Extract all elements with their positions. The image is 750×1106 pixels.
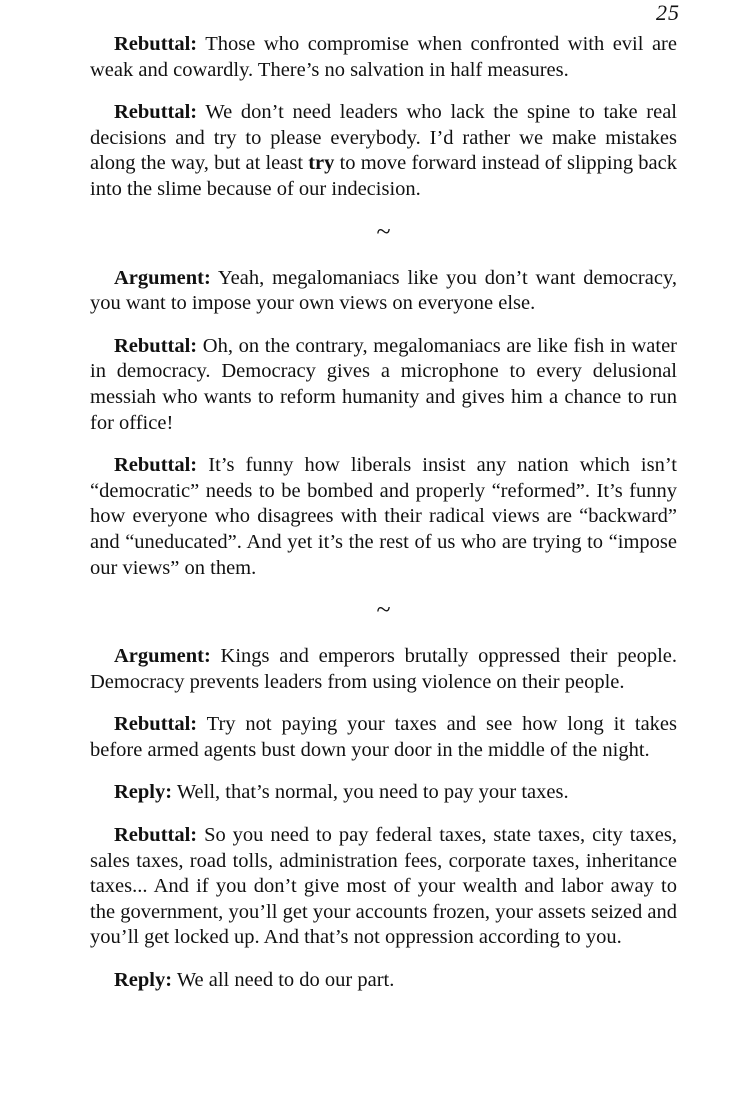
section-divider: ~	[376, 216, 391, 246]
paragraph-text: Well, that’s normal, you need to pay your taxes.	[172, 781, 569, 804]
paragraph	[90, 266, 677, 317]
speaker-label: Rebuttal:	[114, 334, 198, 357]
page-number: 25	[656, 0, 680, 25]
paragraph-text: We all need to do our part.	[172, 969, 395, 992]
paragraph	[90, 32, 677, 83]
speaker-label: Argument:	[114, 266, 211, 289]
paragraph-text: Kings and emperors brutally oppressed their people. Democracy prevents leaders from using violence on their people.	[90, 645, 677, 693]
paragraph-text: So you need to pay federal taxes, state taxes, city taxes, sales taxes, road tolls, administration fees, corporate taxes, inheritance taxes... And if you don’t give most of your wealth and labor away to the government, you’ll get your accounts frozen, your assets seized and you’ll get locked up. And that’s not oppression according to you.	[90, 824, 677, 949]
speaker-label: Rebuttal:	[114, 713, 198, 736]
section-divider: ~	[376, 595, 391, 625]
paragraph	[90, 334, 677, 436]
page-body	[90, 32, 677, 1011]
paragraph	[90, 823, 677, 951]
paragraph	[90, 780, 677, 806]
speaker-label: Rebuttal:	[114, 824, 198, 847]
paragraph-text: Oh, on the contrary, megalomaniacs are like fish in water in democracy. Democracy gives a microphone to every delusional messiah who wants to reform humanity and gives him a chance to run for office!	[90, 334, 677, 434]
paragraph	[90, 968, 677, 994]
paragraph-text: to move forward instead of slipping back into the slime because of our indecision.	[90, 152, 677, 200]
paragraph	[90, 100, 677, 202]
paragraph-text: Try not paying your taxes and see how long it takes before armed agents bust down your door in the middle of the night.	[90, 713, 677, 761]
speaker-label: Reply:	[114, 969, 173, 992]
speaker-label: Rebuttal:	[114, 454, 198, 477]
speaker-label: Argument:	[114, 645, 211, 668]
paragraph-text: It’s funny how liberals insist any nation which isn’t “democratic” needs to be bombed and properly “reformed”. It’s funny how everyone who disagrees with their radical views are “backward” and “uneducated”. And yet it’s the rest of us who are trying to “impose our views” on them.	[90, 454, 677, 579]
paragraph	[90, 453, 677, 581]
speaker-label: Rebuttal:	[114, 33, 198, 55]
emphasized-word: try	[308, 152, 335, 175]
paragraph-text: Those who compromise when confronted with evil are weak and cowardly. There’s no salvation in half measures.	[90, 33, 677, 81]
speaker-label: Rebuttal:	[114, 101, 198, 124]
paragraph-text: We don’t need leaders who lack the spine to take real decisions and try to please everybody. I’d rather we make mistakes along the way, but at least	[90, 101, 677, 175]
speaker-label: Reply:	[114, 781, 173, 804]
paragraph	[90, 712, 677, 763]
paragraph	[90, 644, 677, 695]
paragraph-text: Yeah, megalomaniacs like you don’t want democracy, you want to impose your own views on everyone else.	[90, 266, 677, 315]
